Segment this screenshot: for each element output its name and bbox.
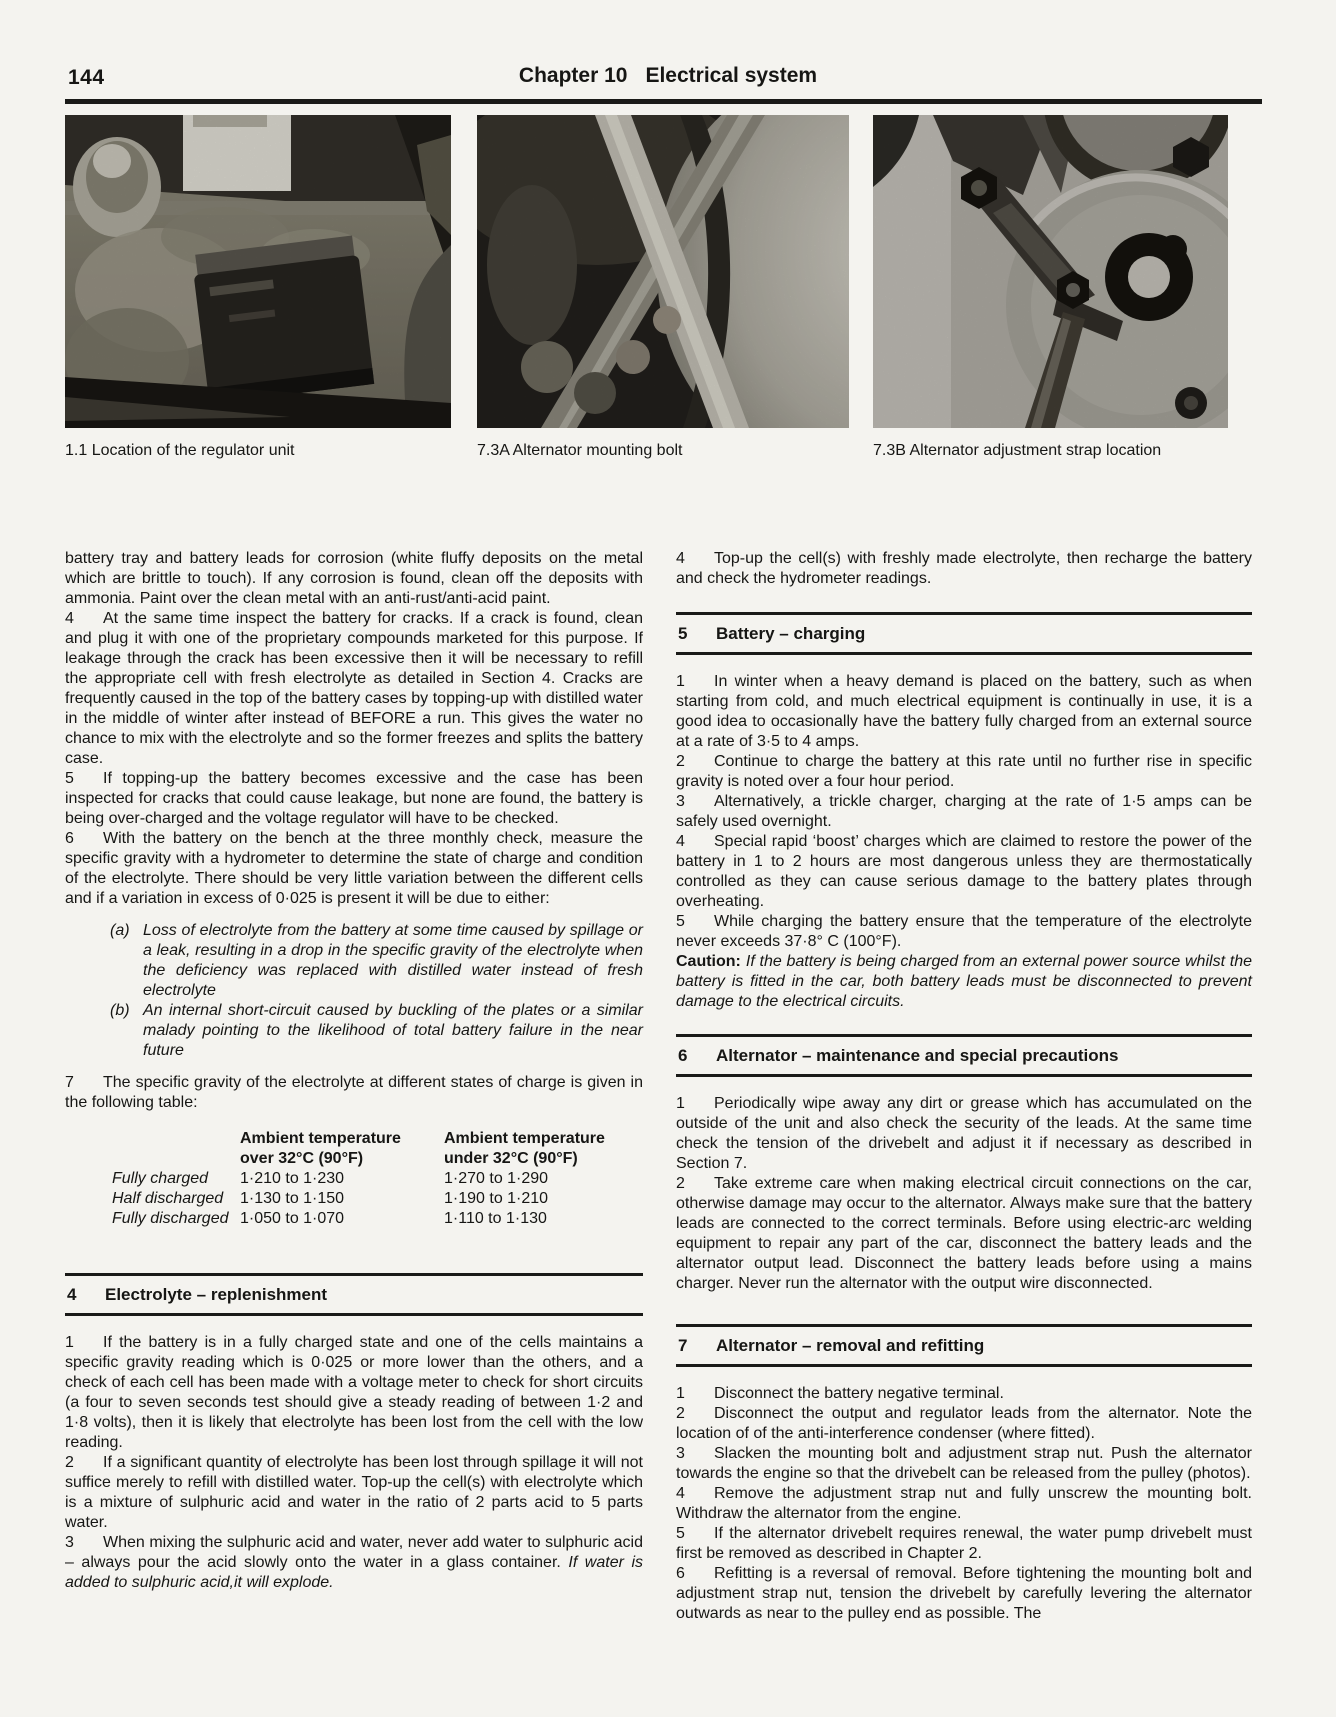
- cause-list: [65, 921, 643, 1061]
- paragraph-number: 5: [676, 1525, 685, 1542]
- table-header-empty: [112, 1129, 240, 1169]
- paragraph-number: 6: [676, 1565, 685, 1582]
- chapter-name: Electrical system: [645, 64, 818, 87]
- paragraph: [676, 1404, 1252, 1444]
- left-column: [65, 549, 643, 1593]
- paragraph-text: The specific gravity of the electrolyte at different states of charge is given in the following table:: [65, 1074, 643, 1111]
- paragraph-text: While charging the battery ensure that the temperature of the electrolyte never exceeds 37·8° C (100°F).: [676, 913, 1252, 950]
- paragraph: [65, 829, 643, 909]
- paragraph: [65, 769, 643, 829]
- row-value-over: 1·050 to 1·070: [240, 1210, 345, 1227]
- chapter-label: Chapter 10: [518, 64, 628, 87]
- table-header-over: Ambient temperature over 32°C (90°F): [240, 1130, 401, 1167]
- paragraph-continuation: battery tray and battery leads for corrosion (white fluffy deposits on the metal which are brittle to touch). If any corrosion is found, clean off the deposits with ammonia. Paint over the clean metal with an anti-rust/anti-acid paint.: [65, 550, 643, 607]
- paragraph-text: In winter when a heavy demand is placed on the battery, such as when starting from cold, and much electrical equipment is continually in use, it is a good idea to occasionally have the battery fully charged from an external source at a rate of 3·5 to 4 amps.: [676, 673, 1252, 750]
- figure-caption: 1.1 Location of the regulator unit: [65, 442, 295, 459]
- paragraph: [65, 1533, 643, 1593]
- paragraph-number: 2: [676, 1175, 685, 1192]
- paragraph: [676, 1564, 1252, 1624]
- figure-regulator-unit: [65, 115, 451, 461]
- paragraph-text: Remove the adjustment strap nut and fully unscrew the mounting bolt. Withdraw the alternator from the engine.: [676, 1485, 1252, 1522]
- caution-text: If the battery is being charged from an external power source whilst the battery is fitted in the car, both battery leads must be disconnected to prevent damage to the electrical circuits.: [676, 953, 1252, 1010]
- paragraph: [676, 1094, 1252, 1174]
- paragraph-text: Disconnect the output and regulator leads from the alternator. Note the location of of the anti-interference condenser (where fitted).: [676, 1405, 1252, 1442]
- section-heading-alternator-removal: [676, 1324, 1252, 1367]
- list-item-text: An internal short-circuit caused by buckling of the plates or a similar malady pointing to the likelihood of total battery failure in the near future: [143, 1002, 643, 1059]
- paragraph-number: 6: [65, 830, 74, 847]
- section-title: Electrolyte – replenishment: [105, 1285, 328, 1304]
- section-number: 4: [67, 1285, 77, 1304]
- paragraph: [676, 549, 1252, 589]
- paragraph-text: Special rapid ‘boost’ charges which are claimed to restore the power of the battery in 1 to 2 hours are most dangerous unless they are thermostatically controlled as they can cause serious damage to the battery plates through overheating.: [676, 833, 1252, 910]
- section-number: 5: [678, 624, 688, 643]
- table-header-under: Ambient temperature under 32°C (90°F): [444, 1130, 605, 1167]
- page-number: 144: [68, 66, 105, 89]
- paragraph: [676, 1384, 1252, 1404]
- paragraph-text: Continue to charge the battery at this rate until no further rise in specific gravity is noted over a four hour period.: [676, 753, 1252, 790]
- paragraph: [676, 912, 1252, 952]
- row-value-under: 1·190 to 1·210: [444, 1190, 549, 1207]
- section-rule: [676, 1364, 1252, 1367]
- paragraph-number: 4: [65, 610, 74, 627]
- paragraph-text: Alternatively, a trickle charger, charging at the rate of 1·5 amps can be safely used overnight.: [676, 793, 1252, 830]
- section-title: Battery – charging: [716, 624, 866, 643]
- list-item: [65, 921, 643, 1001]
- list-item-label: (b): [110, 1002, 130, 1019]
- paragraph: [676, 1484, 1252, 1524]
- paragraph-number: 2: [65, 1454, 74, 1471]
- paragraph: [65, 609, 643, 769]
- caution-paragraph: [676, 952, 1252, 1012]
- paragraph-number: 1: [676, 1385, 685, 1402]
- paragraph-text: If topping-up the battery becomes excessive and the case has been inspected for cracks that could cause leakage, but none are found, the battery is being over-charged and the voltage regulator will have to be checked.: [65, 770, 643, 827]
- paragraph-text: With the battery on the bench at the three monthly check, measure the specific gravity with a hydrometer to determine the state of charge and condition of the electrolyte. There should be very little variation between the different cells and if a variation in excess of 0·025 is present it will be due to either:: [65, 830, 643, 907]
- paragraph-text: If a significant quantity of electrolyte has been lost through spillage it will not suffice merely to refill with distilled water. Top-up the cell(s) with electrolyte which is a mixture of sulphuric acid and water in the ratio of 2 parts acid to 5 parts water.: [65, 1454, 643, 1531]
- paragraph-number: 4: [676, 833, 685, 850]
- figure-adjustment-strap: [873, 115, 1228, 461]
- paragraph-text: Slacken the mounting bolt and adjustment strap nut. Push the alternator towards the engine so that the drivebelt can be released from the pulley (photos).: [676, 1445, 1252, 1482]
- paragraph-text: If the alternator drivebelt requires renewal, the water pump drivebelt must first be removed as described in Chapter 2.: [676, 1525, 1252, 1562]
- figure-mounting-bolt: [477, 115, 849, 461]
- section-rule: [65, 1313, 643, 1316]
- paragraph: [676, 672, 1252, 752]
- paragraph-number: 3: [65, 1534, 74, 1551]
- paragraph: [65, 1333, 643, 1453]
- section-heading-electrolyte-replenishment: [65, 1273, 643, 1316]
- row-value-under: 1·270 to 1·290: [444, 1170, 549, 1187]
- paragraph-number: 2: [676, 1405, 685, 1422]
- table-row: [112, 1209, 643, 1229]
- caution-label: Caution:: [676, 953, 741, 970]
- paragraph-text: When mixing the sulphuric acid and water, never add water to sulphuric acid – always pour the acid slowly onto the water in a glass container.: [65, 1534, 643, 1571]
- paragraph-number: 1: [676, 673, 685, 690]
- row-value-under: 1·110 to 1·130: [444, 1210, 547, 1227]
- paragraph: [676, 792, 1252, 832]
- section-title: Alternator – removal and refitting: [716, 1336, 985, 1355]
- photo-regulator-unit: [65, 115, 451, 428]
- list-item: [65, 1001, 643, 1061]
- paragraph: [676, 1174, 1252, 1294]
- header-rule: [65, 99, 1262, 104]
- paragraph: [65, 1453, 643, 1533]
- figure-caption: 7.3A Alternator mounting bolt: [477, 442, 683, 459]
- paragraph-text: Top-up the cell(s) with freshly made electrolyte, then recharge the battery and check the hydrometer readings.: [676, 550, 1252, 587]
- table-header-row: [112, 1129, 643, 1169]
- specific-gravity-table: [112, 1129, 643, 1229]
- paragraph-number: 5: [65, 770, 74, 787]
- paragraph-number: 7: [65, 1074, 74, 1091]
- figure-caption: 7.3B Alternator adjustment strap location: [873, 442, 1162, 459]
- warning-text: If water is added to sulphuric acid,it will explode.: [65, 1554, 644, 1591]
- paragraph-text: Take extreme care when making electrical circuit connections on the car, otherwise damage may occur to the alternator. Always make sure that the battery leads are connected to the correct terminals. Before using electric-arc welding equipment to repair any part of the car, disconnect the battery leads and the alternator output lead. Disconnect the battery leads before using a mains charger. Never run the alternator with the output wire disconnected.: [676, 1175, 1252, 1292]
- paragraph-number: 3: [676, 793, 685, 810]
- paragraph-number: 4: [676, 1485, 685, 1502]
- row-value-over: 1·210 to 1·230: [240, 1170, 345, 1187]
- paragraph: [65, 1073, 643, 1113]
- chapter-title: [0, 64, 1336, 88]
- paragraph-number: 5: [676, 913, 685, 930]
- paragraph-text: If the battery is in a fully charged state and one of the cells maintains a specific gravity reading which is 0·025 or more lower than the others, and a check of each cell has been made with a voltage meter to check for short circuits (a four to seven seconds test should give a steady reading of between 1·2 and 1·8 volts), then it is likely that electrolyte has been lost from the cell with the low reading.: [65, 1334, 643, 1451]
- paragraph-text: Disconnect the battery negative terminal.: [714, 1385, 1004, 1402]
- row-label: Fully charged: [112, 1170, 209, 1187]
- row-label: Half discharged: [112, 1190, 224, 1207]
- section-rule: [676, 652, 1252, 655]
- section-title: Alternator – maintenance and special precautions: [716, 1046, 1119, 1065]
- table-row: [112, 1189, 643, 1209]
- section-number: 6: [678, 1046, 688, 1065]
- paragraph: [676, 832, 1252, 912]
- paragraph-number: 3: [676, 1445, 685, 1462]
- paragraph-text: Refitting is a reversal of removal. Before tightening the mounting bolt and adjustment strap nut, tension the drivebelt by carefully levering the alternator outwards as near to the pulley end as possible. The: [676, 1565, 1252, 1622]
- paragraph: [676, 752, 1252, 792]
- paragraph: [676, 1524, 1252, 1564]
- section-heading-battery-charging: [676, 612, 1252, 655]
- table-row: [112, 1169, 643, 1189]
- row-label: Fully discharged: [112, 1210, 229, 1227]
- paragraph-number: 4: [676, 550, 685, 567]
- right-column: [676, 549, 1252, 1624]
- paragraph-text: At the same time inspect the battery for cracks. If a crack is found, clean and plug it with one of the proprietary compounds marketed for this purpose. If leakage through the crack has been excessive then it will be necessary to refill the appropriate cell with fresh electrolyte as detailed in Section 4. Cracks are frequently caused in the top of the battery cases by topping-up with distilled water in the middle of winter after instead of BEFORE a run. This gives the water no chance to mix with the electrolyte and so the former freezes and splits the battery case.: [65, 610, 643, 767]
- list-item-label: (a): [110, 922, 130, 939]
- section-number: 7: [678, 1336, 688, 1355]
- section-heading-alternator-maintenance: [676, 1034, 1252, 1077]
- photo-mounting-bolt: [477, 115, 849, 428]
- paragraph-number: 1: [676, 1095, 685, 1112]
- row-value-over: 1·130 to 1·150: [240, 1190, 345, 1207]
- photo-adjustment-strap: [873, 115, 1228, 428]
- paragraph-number: 1: [65, 1334, 74, 1351]
- paragraph-number: 2: [676, 753, 685, 770]
- paragraph: [676, 1444, 1252, 1484]
- list-item-text: Loss of electrolyte from the battery at some time caused by spillage or a leak, resulting in a drop in the specific gravity of the electrolyte when the deficiency was replaced with distilled water instead of fresh electrolyte: [143, 922, 643, 999]
- section-rule: [676, 1074, 1252, 1077]
- paragraph-text: Periodically wipe away any dirt or grease which has accumulated on the outside of the unit and also check the security of the leads. At the same time check the tension of the drivebelt and adjust it if necessary as described in Section 7.: [676, 1095, 1252, 1172]
